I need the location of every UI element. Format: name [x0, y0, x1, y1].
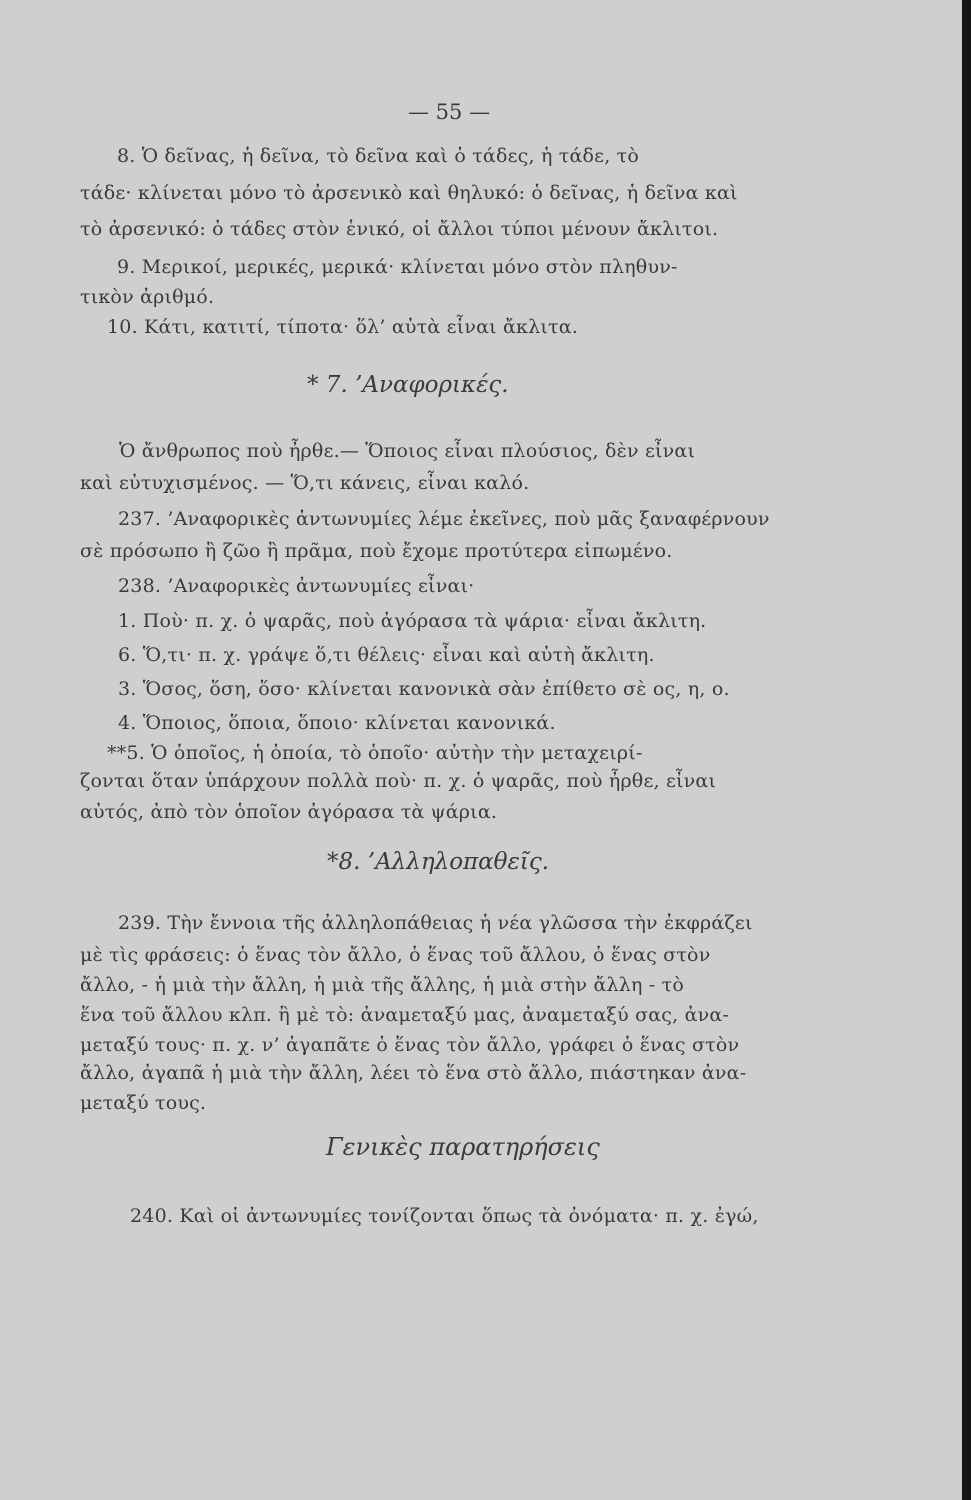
- section-heading: *8. ’Αλληλοπαθεῖς.: [327, 849, 550, 875]
- text-line: 9. Μερικοί, μερικές, μερικά· κλίνεται μόνο στὸν πληθυν-: [117, 256, 678, 278]
- text-line: ἄλλο, - ἡ μιὰ τὴν ἄλλη, ἡ μιὰ τῆς ἄλλης, ἡ μιὰ στὴν ἄλλη - τὸ: [80, 974, 685, 996]
- text-line: 8. Ὁ δεῖνας, ἡ δεῖνα, τὸ δεῖνα καὶ ὁ τάδες, ἡ τάδε, τὸ: [117, 145, 640, 167]
- text-line: 237. ’Αναφορικὲς ἀντωνυμίες λέμε ἐκεῖνες, ποὺ μᾶς ξαναφέρνουν: [118, 508, 770, 530]
- text-line: ἕνα τοῦ ἄλλου κλπ. ἢ μὲ τὸ: ἀναμεταξύ μας, ἀναμεταξύ σας, ἀνα-: [80, 1004, 730, 1026]
- section-heading: * 7. ’Αναφορικές.: [307, 372, 509, 398]
- text-line: μεταξύ τους.: [80, 1092, 207, 1114]
- text-line: 240. Καὶ οἱ ἀντωνυμίες τονίζονται ὅπως τὰ ὀνόματα· π. χ. ἐγώ,: [130, 1205, 759, 1227]
- text-line: 1. Ποὺ· π. χ. ὁ ψαρᾶς, ποὺ ἀγόρασα τὰ ψάρια· εἶναι ἄκλιτη.: [118, 610, 707, 632]
- scan-edge: [962, 0, 971, 1500]
- text-line: 6. Ὅ,τι· π. χ. γράψε ὅ,τι θέλεις· εἶναι καὶ αὐτὴ ἄκλιτη.: [118, 644, 655, 666]
- text-line: σὲ πρόσωπο ἢ ζῶο ἢ πρᾶμα, ποὺ ἔχομε προτύτερα εἰπωμένο.: [80, 540, 673, 562]
- text-line: Ὁ ἄνθρωπος ποὺ ἦρθε.— Ὅποιος εἶναι πλούσιος, δὲν εἶναι: [119, 440, 696, 462]
- text-line: **5. Ὁ ὁποῖος, ἡ ὁποία, τὸ ὁποῖο· αὐτὴν τὴν μεταχειρί-: [107, 742, 643, 764]
- text-line: τάδε· κλίνεται μόνο τὸ ἀρσενικὸ καὶ θηλυκό: ὁ δεῖνας, ἡ δεῖνα καὶ: [80, 182, 738, 204]
- text-line: αὐτός, ἀπὸ τὸν ὁποῖον ἀγόρασα τὰ ψάρια.: [80, 801, 498, 823]
- text-line: μὲ τὶς φράσεις: ὁ ἕνας τὸν ἄλλο, ὁ ἕνας τοῦ ἄλλου, ὁ ἕνας στὸν: [80, 944, 711, 966]
- section-heading: Γενικὲς παρατηρήσεις: [326, 1133, 600, 1161]
- text-line: καὶ εὐτυχισμένος. — Ὅ,τι κάνεις, εἶναι καλό.: [80, 472, 530, 494]
- text-line: τὸ ἀρσενικό: ὁ τάδες στὸν ἑνικό, οἱ ἄλλοι τύποι μένουν ἄκλιτοι.: [80, 218, 719, 240]
- text-line: 3. Ὅσος, ὅση, ὅσο· κλίνεται κανονικὰ σὰν ἐπίθετο σὲ ος, η, ο.: [118, 678, 730, 700]
- text-line: 239. Τὴν ἔννοια τῆς ἀλληλοπάθειας ἡ νέα γλῶσσα τὴν ἐκφράζει: [118, 912, 753, 934]
- text-line: 238. ’Αναφορικὲς ἀντωνυμίες εἶναι·: [118, 575, 475, 597]
- text-line: τικὸν ἀριθμό.: [80, 286, 215, 308]
- text-line: ζονται ὅταν ὑπάρχουν πολλὰ ποὺ· π. χ. ὁ ψαρᾶς, ποὺ ἦρθε, εἶναι: [80, 770, 717, 792]
- text-line: μεταξύ τους· π. χ. ν’ ἀγαπᾶτε ὁ ἕνας τὸν ἄλλο, γράφει ὁ ἕνας στὸν: [80, 1034, 740, 1056]
- text-line: 4. Ὅποιος, ὅποια, ὅποιο· κλίνεται κανονικά.: [118, 712, 556, 734]
- page-number: — 55 —: [408, 100, 491, 124]
- text-line: 10. Κάτι, κατιτί, τίποτα· ὅλ’ αὐτὰ εἶναι ἄκλιτα.: [107, 316, 578, 338]
- text-line: ἄλλο, ἀγαπᾶ ἡ μιὰ τὴν ἄλλη, λέει τὸ ἕνα στὸ ἄλλο, πιάστηκαν ἀνα-: [80, 1062, 747, 1084]
